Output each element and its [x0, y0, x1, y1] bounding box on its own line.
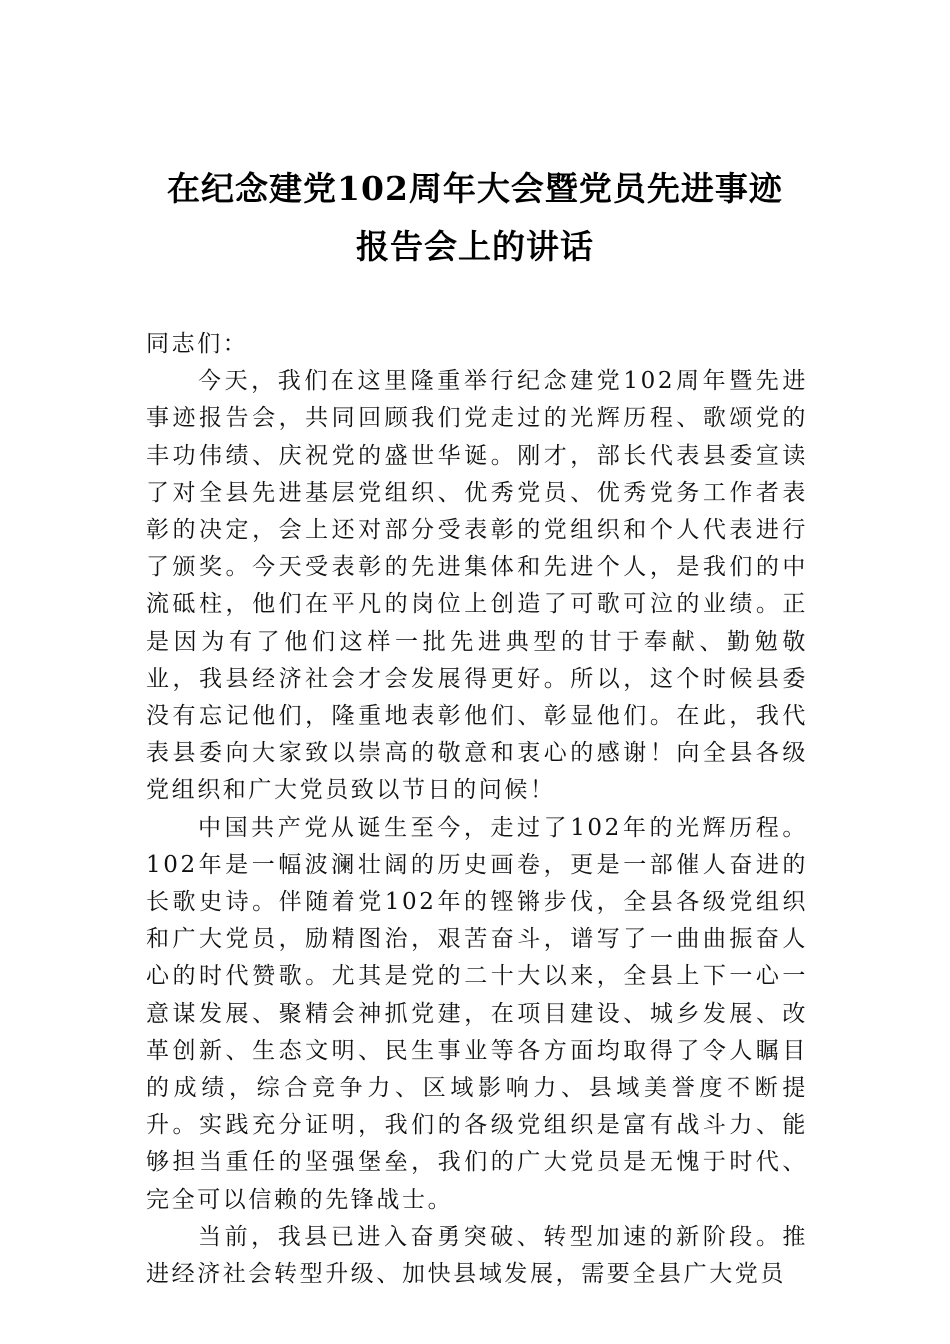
- paragraph-1: 今天，我们在这里隆重举行纪念建党102周年暨先进事迹报告会，共同回顾我们党走过的光辉历程、歌颂党的丰功伟绩、庆祝党的盛世华诞。刚才，部长代表县委宣读了对全县先进基层党组织、优秀党员、优秀党务工作者表彰的决定，会上还对部分受表彰的党组织和个人代表进行了颁奖。今天受表彰的先进集体和先进个人，是我们的中流砥柱，他们在平凡的岗位上创造了可歌可泣的业绩。正是因为有了他们这样一批先进典型的甘于奉献、勤勉敬业，我县经济社会才会发展得更好。所以，这个时候县委没有忘记他们，隆重地表彰他们、彰显他们。在此，我代表县委向大家致以崇高的敬意和衷心的感谢！向全县各级党组织和广大党员致以节日的问候！: [146, 368, 808, 804]
- title-line-1: 在纪念建党102周年大会暨党员先进事迹: [167, 169, 783, 208]
- salutation: 同志们：: [146, 331, 249, 357]
- paragraph-3: 当前，我县已进入奋勇突破、转型加速的新阶段。推进经济社会转型升级、加快县域发展，需要全县广大党员: [146, 1223, 808, 1288]
- title-line-2: 报告会上的讲话: [356, 227, 594, 266]
- paragraph-2: 中国共产党从诞生至今，走过了102年的光辉历程。102年是一幅波澜壮阔的历史画卷，更是一部催人奋进的长歌史诗。伴随着党102年的铿锵步伐，全县各级党组织和广大党员，励精图治，艰苦奋斗，谱写了一曲曲振奋人心的时代赞歌。尤其是党的二十大以来，全县上下一心一意谋发展、聚精会神抓党建，在项目建设、城乡发展、改革创新、生态文明、民生事业等各方面均取得了令人瞩目的成绩，综合竞争力、区域影响力、县域美誉度不断提升。实践充分证明，我们的各级党组织是富有战斗力、能够担当重任的坚强堡垒，我们的广大党员是无愧于时代、完全可以信赖的先锋战士。: [146, 814, 808, 1213]
- document-body: [146, 326, 808, 1293]
- document-title: [120, 160, 830, 276]
